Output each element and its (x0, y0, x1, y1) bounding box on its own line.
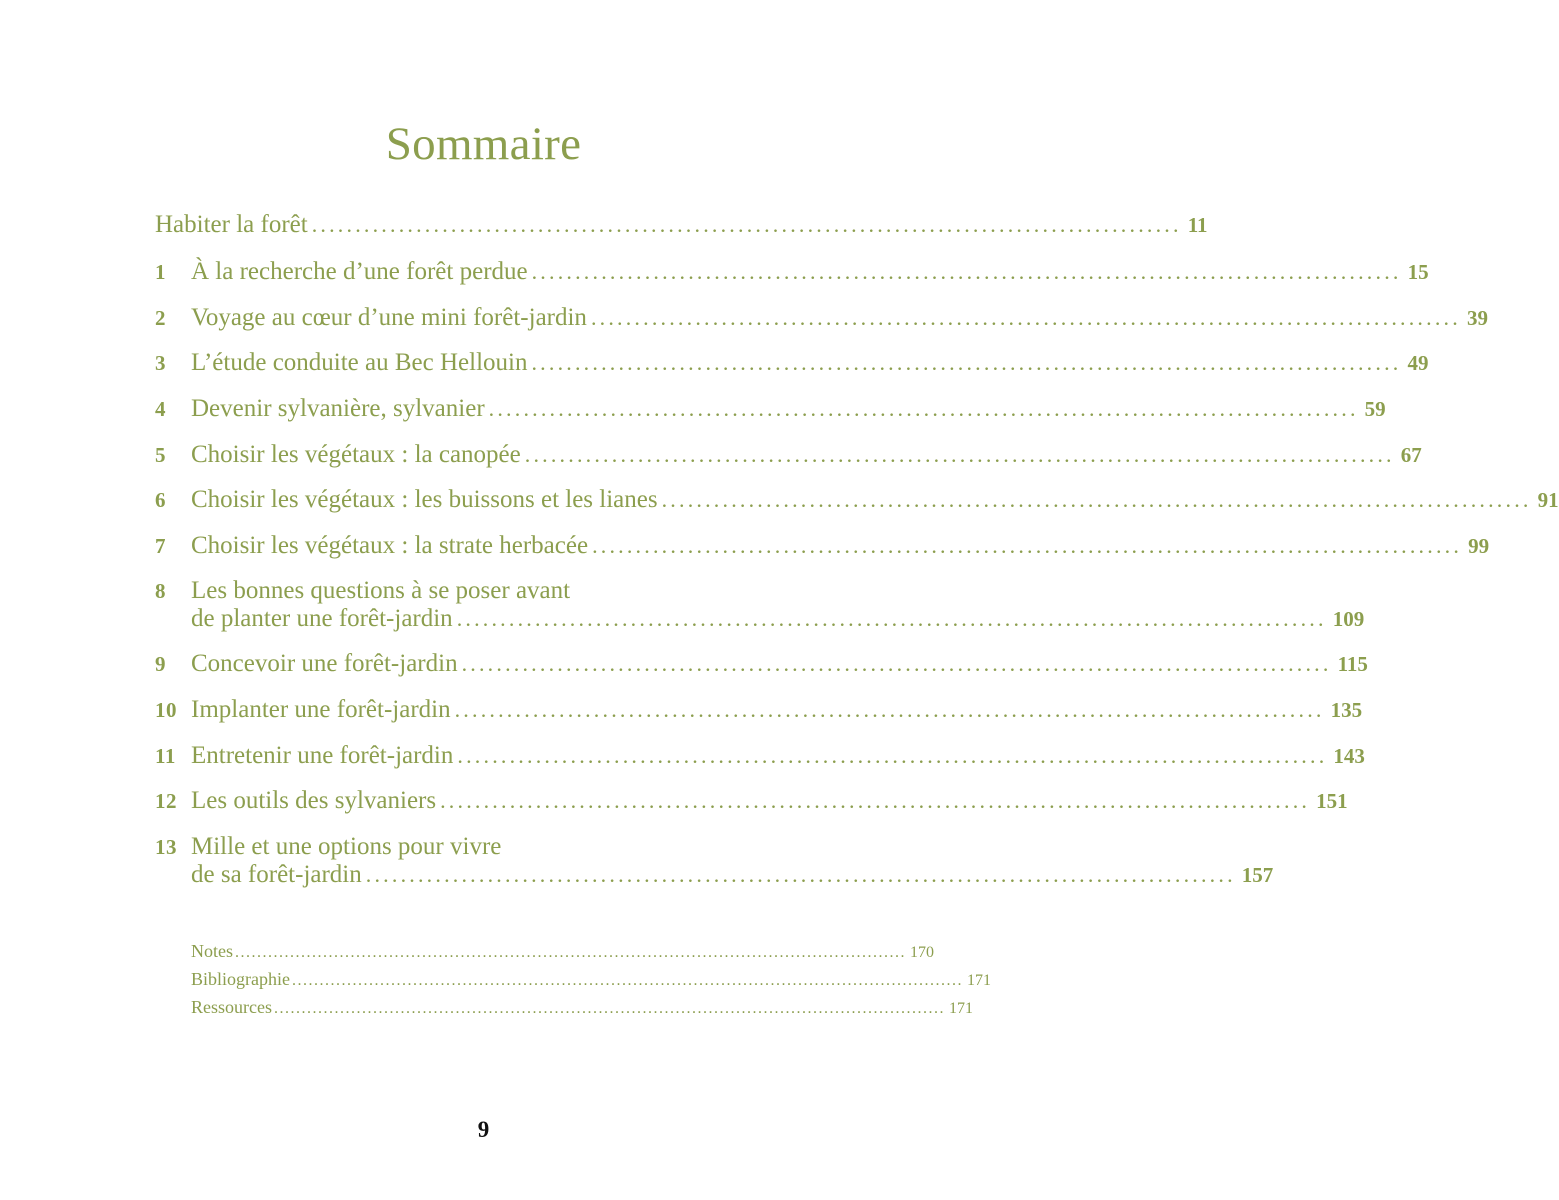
toc-line (191, 604, 1365, 634)
chapter-number: 1 (155, 260, 166, 284)
chapter-number: 10 (155, 698, 177, 722)
chapter-number: 5 (155, 443, 166, 467)
dot-leader: .................................................................................................... (661, 487, 1532, 512)
toc-entry-title: Concevoir une forêt-jardin (191, 650, 458, 677)
toc-page-number: 99 (1468, 534, 1490, 558)
page-title: Sommaire (385, 118, 582, 170)
dot-leader: .................................................................................................... (531, 259, 1402, 284)
chapter-number: 6 (155, 488, 166, 512)
toc-entry-title-continued: de sa forêt-jardin (191, 861, 362, 888)
toc-page-number: 49 (1407, 351, 1429, 375)
dot-leader: .................................................................................................... (440, 788, 1311, 813)
toc-line (191, 996, 973, 1020)
toc-line (191, 348, 1429, 378)
toc-line (191, 576, 773, 606)
toc-page-number: 59 (1364, 397, 1386, 421)
toc-entry-title-continued: de planter une forêt-jardin (191, 605, 453, 632)
page-number: 9 (477, 1117, 490, 1142)
chapter-number: 12 (155, 789, 177, 813)
toc-entry-title: Entretenir une forêt-jardin (191, 742, 454, 769)
toc-page-number: 171 (948, 1000, 973, 1017)
toc-line (191, 786, 1348, 816)
toc-line (191, 968, 991, 992)
toc-line (191, 485, 1559, 515)
toc-page-number: 170 (910, 944, 934, 961)
toc-line (191, 832, 773, 862)
dot-leader: .................................................................................................... (365, 862, 1236, 887)
toc-page-number: 11 (1187, 213, 1208, 237)
toc-entry-title: Voyage au cœur d’une mini forêt-jardin (191, 304, 587, 331)
dot-leader: .................................................................................................... (311, 212, 1182, 237)
toc-page-number: 171 (966, 972, 991, 989)
dot-leader: .................................................................................................... (488, 396, 1359, 421)
toc-entry-title: Devenir sylvanière, sylvanier (191, 395, 485, 422)
chapter-number: 4 (155, 397, 166, 421)
dot-leader: .................................................................................................... (454, 697, 1325, 722)
toc-entry-title: Choisir les végétaux : la canopée (191, 441, 521, 468)
toc-line (191, 649, 1368, 679)
toc-entry-title: Ressources (191, 997, 272, 1017)
toc-line (191, 741, 1365, 771)
toc-line (191, 531, 1490, 561)
toc-page-number: 109 (1332, 607, 1365, 631)
toc-entry-title: Implanter une forêt-jardin (191, 696, 451, 723)
dot-leader: .................................................................................................... (457, 743, 1328, 768)
toc-page-number: 143 (1333, 744, 1365, 768)
toc-line (191, 394, 1386, 424)
toc-page-number: 135 (1330, 698, 1363, 722)
chapter-number: 2 (155, 306, 166, 330)
toc-entry-title: Notes (191, 941, 233, 961)
dot-leader: .......................................................................................................................... (235, 944, 906, 961)
toc-line (191, 940, 934, 964)
toc-entry-title: Choisir les végétaux : les buissons et les lianes (191, 486, 658, 513)
dot-leader: .......................................................................................................................... (291, 972, 963, 989)
toc-line (155, 210, 1208, 240)
toc-page-number: 91 (1537, 488, 1559, 512)
toc-entry-title: Les outils des sylvaniers (191, 787, 437, 814)
toc-line (191, 860, 1274, 890)
toc-entry-title: Les bonnes questions à se poser avant (191, 577, 571, 604)
chapter-number: 11 (155, 744, 176, 768)
toc-entry-title: Choisir les végétaux : la strate herbacée (191, 532, 589, 559)
toc-entry-title: Bibliographie (191, 969, 290, 989)
toc-line (191, 303, 1488, 333)
dot-leader: .................................................................................................... (456, 606, 1327, 631)
toc-page-number: 157 (1241, 863, 1274, 887)
dot-leader: .................................................................................................... (592, 533, 1463, 558)
toc-line (191, 440, 1422, 470)
chapter-number: 8 (155, 579, 166, 603)
toc-page-number: 67 (1400, 443, 1422, 467)
chapter-number: 3 (155, 351, 166, 375)
toc-entry-title: L’étude conduite au Bec Hellouin (191, 349, 528, 376)
dot-leader: .................................................................................................... (531, 350, 1402, 375)
toc-page-number: 15 (1407, 260, 1429, 284)
toc-line (191, 695, 1363, 725)
chapter-number: 9 (155, 652, 166, 676)
dot-leader: .................................................................................................... (461, 651, 1332, 676)
toc-entry-title: Habiter la forêt (155, 211, 308, 238)
chapter-number: 13 (155, 835, 177, 859)
toc-page-number: 115 (1337, 652, 1368, 676)
dot-leader: .................................................................................................... (590, 305, 1461, 330)
chapter-number: 7 (155, 534, 166, 558)
dot-leader: .......................................................................................................................... (273, 1000, 945, 1017)
toc-page-number: 39 (1466, 306, 1488, 330)
dot-leader: .................................................................................................... (524, 442, 1395, 467)
toc-entry-title: Mille et une options pour vivre (191, 833, 502, 860)
toc-line (191, 257, 1429, 287)
toc-entry-title: À la recherche d’une forêt perdue (191, 258, 528, 285)
toc-page-number: 151 (1316, 789, 1348, 813)
